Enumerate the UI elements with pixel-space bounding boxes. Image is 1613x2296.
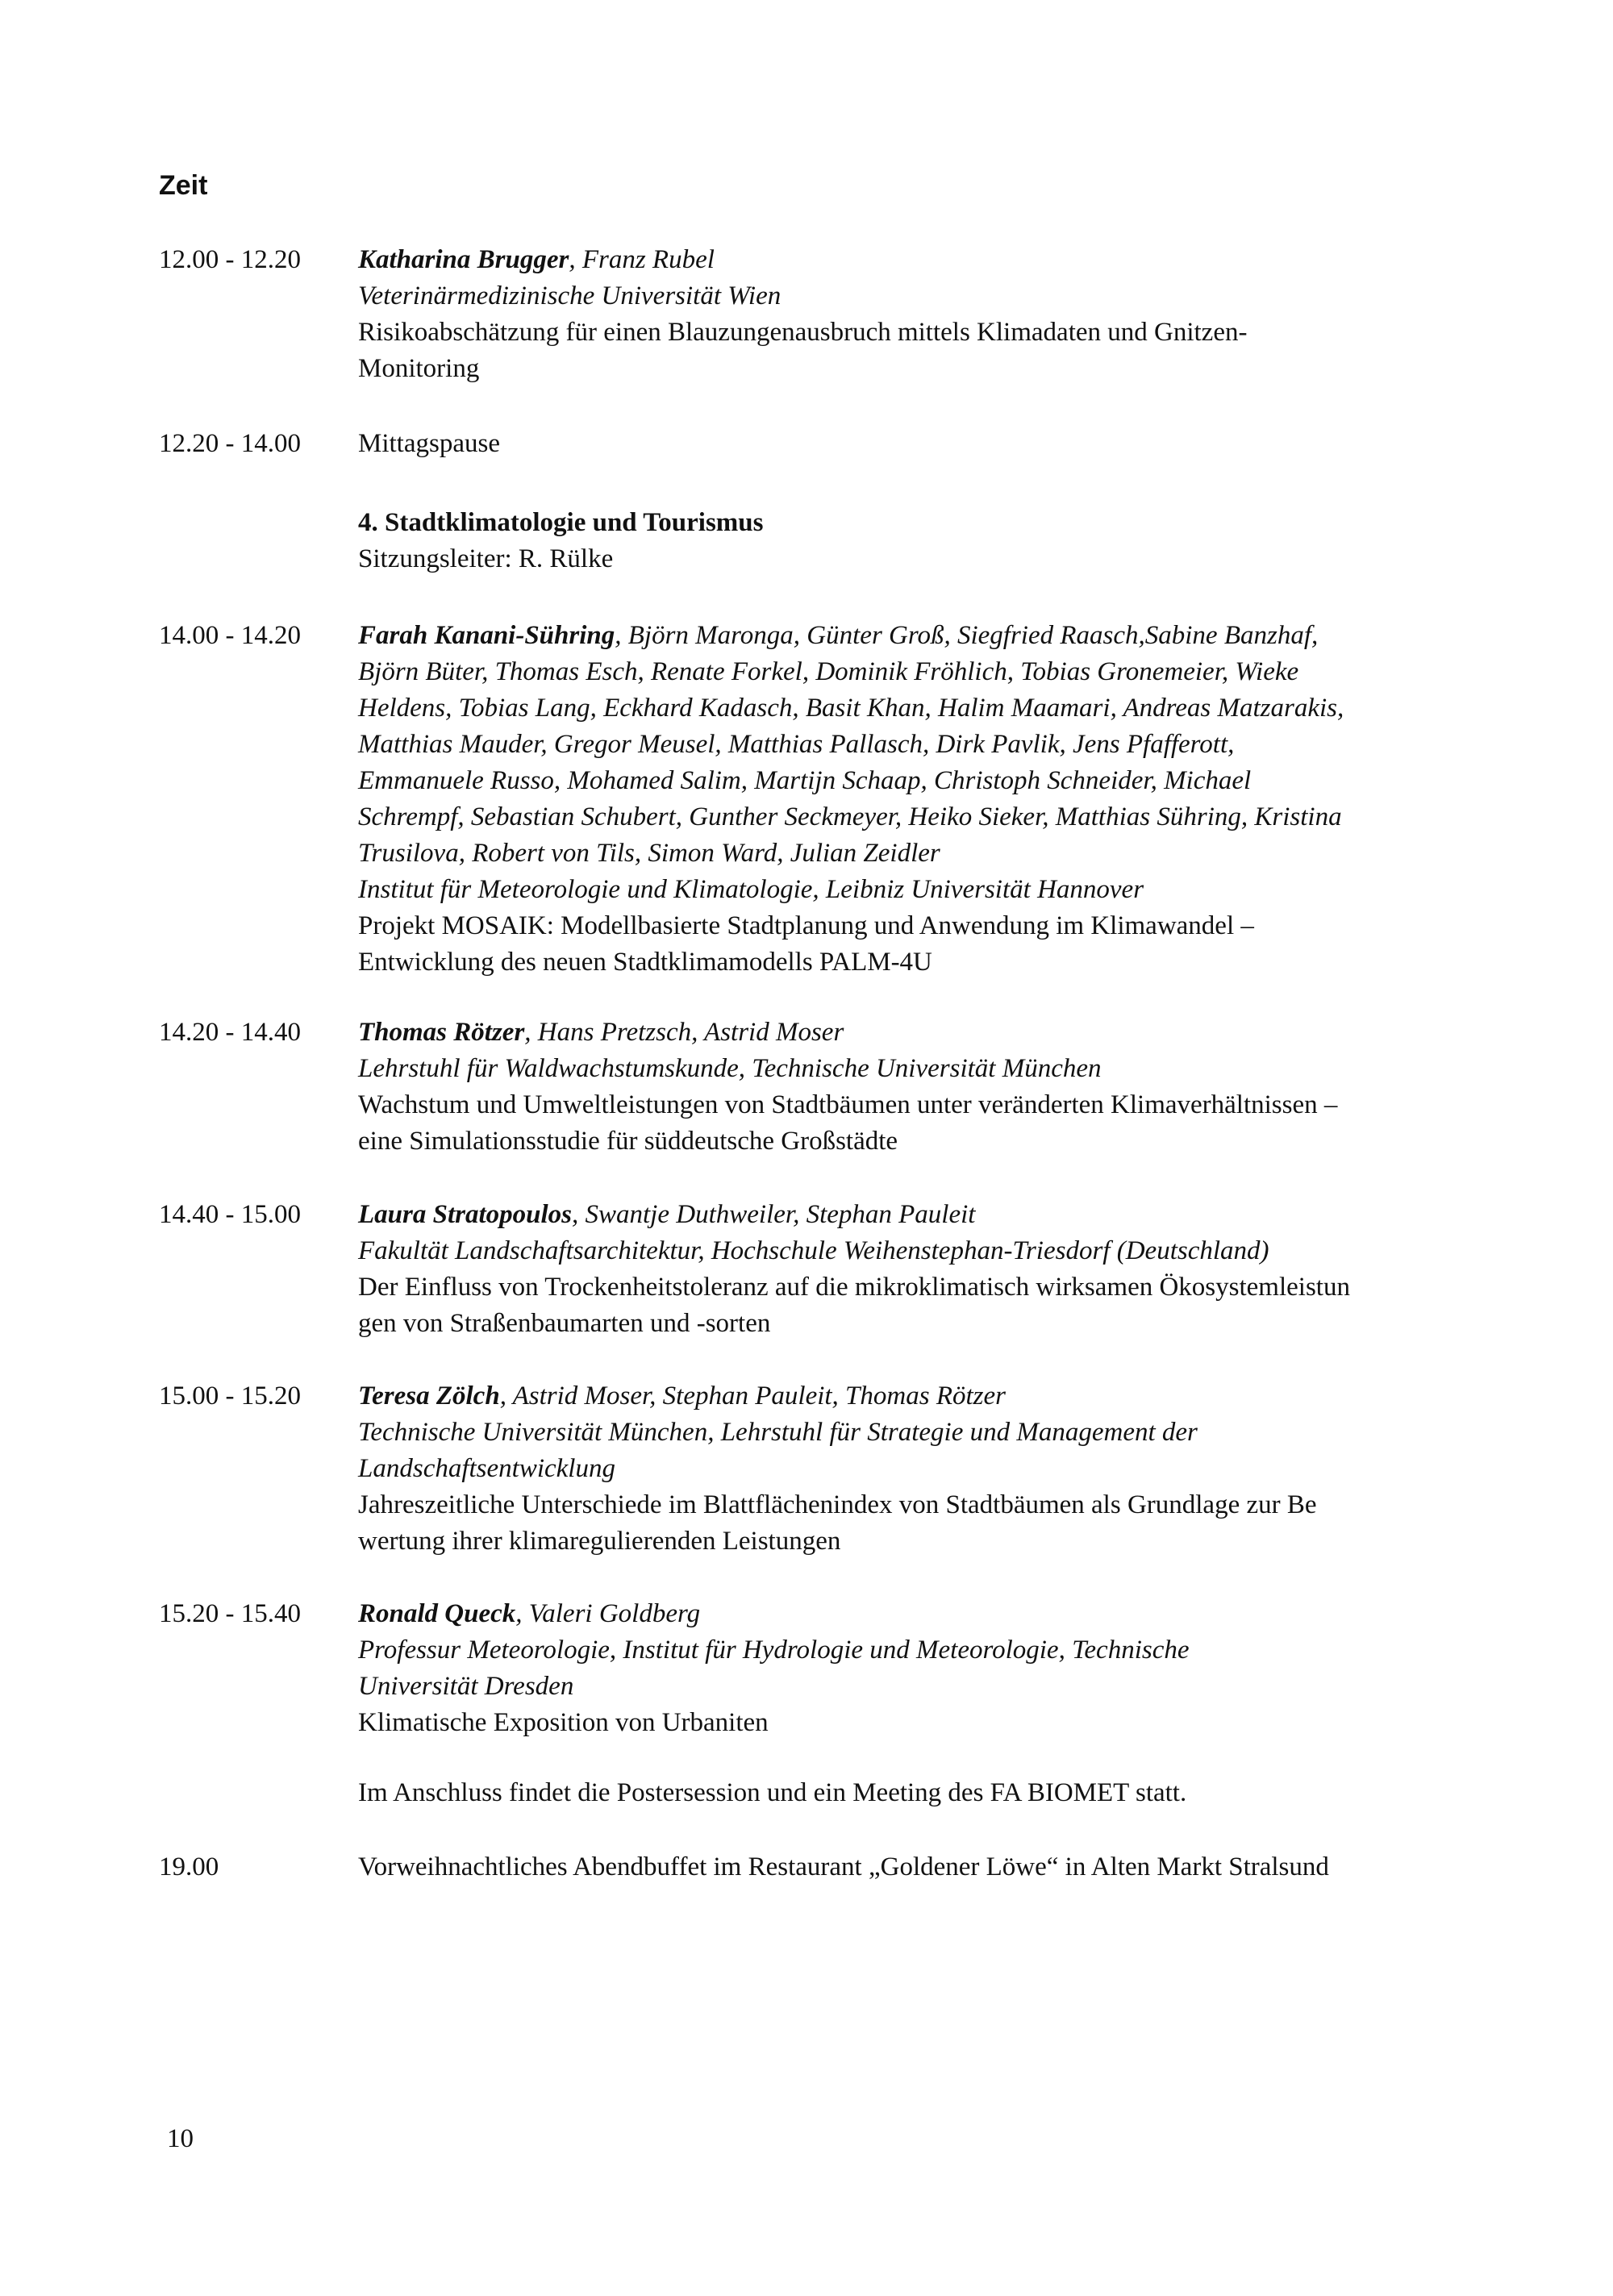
entry-time: 15.00 - 15.20	[159, 1381, 301, 1411]
entry-title-line: gen von Straßenbaumarten und -sorten	[358, 1309, 771, 1338]
entry-authors	[358, 1015, 1503, 1051]
entry-time: 14.40 - 15.00	[159, 1200, 301, 1229]
entry-content	[358, 426, 1503, 462]
co-authors-line: Trusilova, Robert von Tils, Simon Ward, Julian Zeidler	[358, 839, 940, 868]
entry-institution: Fakultät Landschaftsarchitektur, Hochschule Weihenstephan-Triesdorf (Deutschland)	[358, 1236, 1269, 1265]
entry-title-line: Entwicklung des neuen Stadtklimamodells PALM-4U	[358, 948, 932, 977]
entry-content	[358, 1849, 1503, 1886]
entry-institution-line: Technische Universität München, Lehrstuhl für Strategie und Management der	[358, 1418, 1198, 1447]
entry-title-line: Der Einfluss von Trockenheitstoleranz auf die mikroklimatisch wirksamen Ökosystemleistun	[358, 1273, 1350, 1302]
entry-title-line: Projekt MOSAIK: Modellbasierte Stadtplanung und Anwendung im Klimawandel –	[358, 911, 1254, 940]
entry-content	[358, 242, 1503, 387]
presenting-author: Laura Stratopoulos	[358, 1200, 572, 1229]
page-number: 10	[167, 2124, 194, 2153]
entry-authors	[358, 618, 1503, 654]
entry-time: 14.00 - 14.20	[159, 621, 301, 650]
entry-institution: Institut für Meteorologie und Klimatologie, Leibniz Universität Hannover	[358, 875, 1144, 904]
co-authors: , Astrid Moser, Stephan Pauleit, Thomas Rötzer	[499, 1381, 1006, 1411]
co-authors: , Björn Maronga, Günter Groß, Siegfried Raasch,Sabine Banzhaf,	[615, 621, 1319, 650]
entry-time: 19.00	[159, 1852, 219, 1881]
entry-time: 15.20 - 15.40	[159, 1599, 301, 1628]
entry-time: 12.00 - 12.20	[159, 245, 301, 274]
entry-authors	[358, 1197, 1503, 1233]
entry-time: 14.20 - 14.40	[159, 1018, 301, 1047]
entry-content	[358, 618, 1503, 981]
co-authors-line: Björn Büter, Thomas Esch, Renate Forkel, Dominik Fröhlich, Tobias Gronemeier, Wieke	[358, 657, 1299, 686]
co-authors: , Valeri Goldberg	[515, 1599, 701, 1628]
entry-content	[358, 1378, 1503, 1560]
entry-title-line: Wachstum und Umweltleistungen von Stadtbäumen unter veränderten Klimaverhältnissen –	[358, 1090, 1338, 1119]
entry-text: Vorweihnachtliches Abendbuffet im Restaurant „Goldener Löwe“ in Alten Markt Stralsund	[358, 1852, 1329, 1881]
co-authors-line: Schrempf, Sebastian Schubert, Gunther Seckmeyer, Heiko Sieker, Matthias Sühring, Kristina	[358, 802, 1342, 831]
entry-authors	[358, 1596, 1503, 1632]
entry-title-line: Jahreszeitliche Unterschiede im Blattflächenindex von Stadtbäumen als Grundlage zur Be	[358, 1490, 1317, 1519]
note-text: Im Anschluss findet die Postersession und ein Meeting des FA BIOMET statt.	[358, 1778, 1187, 1807]
presenting-author: Farah Kanani-Sühring	[358, 621, 615, 650]
entry-time: 12.20 - 14.00	[159, 429, 301, 458]
co-authors: , Swantje Duthweiler, Stephan Pauleit	[572, 1200, 976, 1229]
co-authors: , Hans Pretzsch, Astrid Moser	[524, 1018, 844, 1047]
presenting-author: Teresa Zölch	[358, 1381, 500, 1411]
session-title: 4. Stadtklimatologie und Tourismus	[358, 508, 764, 537]
co-authors-line: Heldens, Tobias Lang, Eckhard Kadasch, Basit Khan, Halim Maamari, Andreas Matzarakis,	[358, 694, 1344, 723]
co-authors-line: Emmanuele Russo, Mohamed Salim, Martijn Schaap, Christoph Schneider, Michael	[358, 766, 1252, 795]
entry-title-line: Risikoabschätzung für einen Blauzungenausbruch mittels Klimadaten und Gnitzen-	[358, 318, 1248, 347]
page-header-zeit: Zeit	[159, 170, 208, 201]
entry-institution-line: Landschaftsentwicklung	[358, 1454, 615, 1483]
entry-content	[358, 1015, 1503, 1160]
entry-institution-line: Universität Dresden	[358, 1672, 574, 1701]
entry-content	[358, 1596, 1503, 1741]
co-authors-line: Matthias Mauder, Gregor Meusel, Matthias Pallasch, Dirk Pavlik, Jens Pfafferott,	[358, 730, 1235, 759]
entry-authors	[358, 1378, 1503, 1415]
presenting-author: Ronald Queck	[358, 1599, 516, 1628]
presenting-author: Katharina Brugger	[358, 245, 569, 274]
entry-institution: Veterinärmedizinische Universität Wien	[358, 281, 781, 310]
entry-title-line: eine Simulationsstudie für süddeutsche Großstädte	[358, 1127, 898, 1156]
entry-authors	[358, 242, 1503, 278]
session-chair: Sitzungsleiter: R. Rülke	[358, 544, 614, 573]
entry-title-line: Klimatische Exposition von Urbaniten	[358, 1708, 769, 1737]
entry-text: Mittagspause	[358, 429, 500, 458]
co-authors: , Franz Rubel	[569, 245, 715, 274]
session-content	[358, 505, 1503, 577]
note-content	[358, 1775, 1503, 1811]
entry-content	[358, 1197, 1503, 1342]
entry-title-line: wertung ihrer klimaregulierenden Leistungen	[358, 1527, 841, 1556]
entry-title-line: Monitoring	[358, 354, 480, 383]
entry-institution: Lehrstuhl für Waldwachstumskunde, Technische Universität München	[358, 1054, 1102, 1083]
presenting-author: Thomas Rötzer	[358, 1018, 525, 1047]
entry-institution-line: Professur Meteorologie, Institut für Hydrologie und Meteorologie, Technische	[358, 1636, 1190, 1665]
